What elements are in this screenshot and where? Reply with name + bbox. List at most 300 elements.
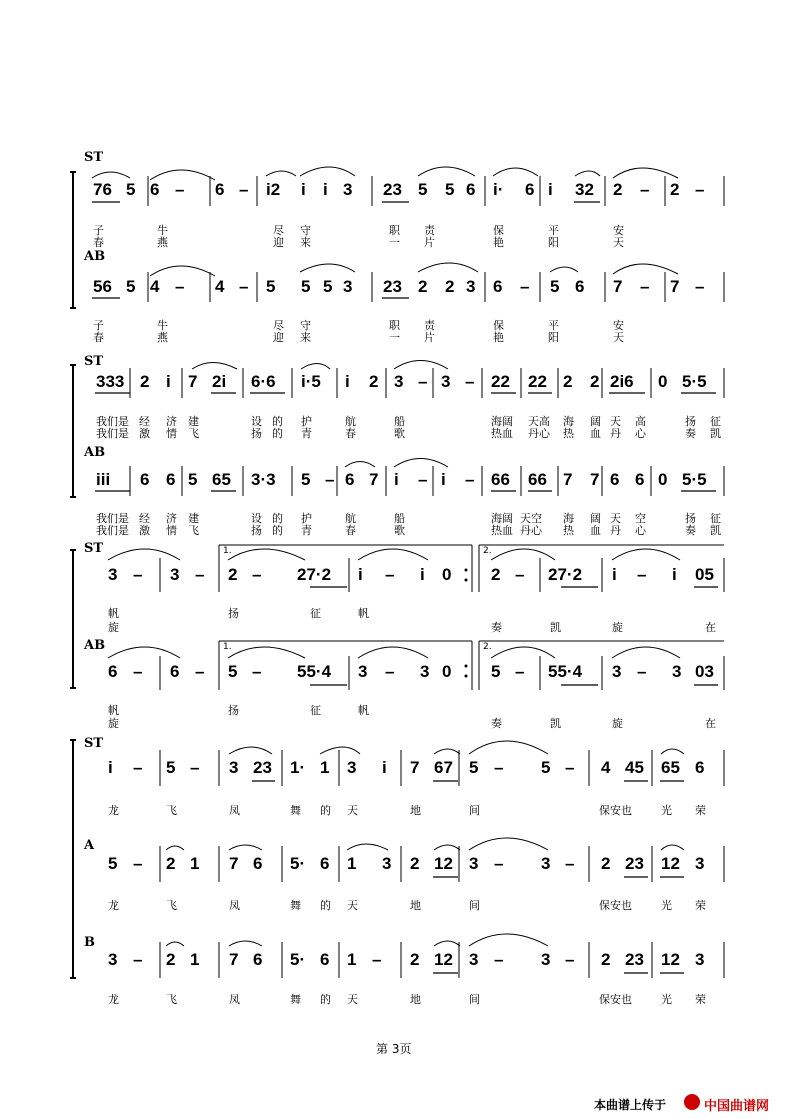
note-ab-notes: 3	[358, 662, 368, 681]
note-ab-notes: 0	[658, 470, 668, 489]
note-st-notes: –	[239, 180, 249, 199]
note-ab-notes: –	[385, 662, 395, 681]
note-a-notes: 2	[601, 854, 611, 873]
lyric-a-lyrics: 间	[469, 899, 480, 912]
note-st-notes: 1	[320, 758, 330, 777]
note-a-notes: –	[133, 854, 143, 873]
note-st-notes: i	[166, 372, 171, 391]
note-ab-notes: 6	[140, 470, 150, 489]
note-b-notes: 2	[410, 950, 420, 969]
note-ab-notes: 56	[93, 277, 112, 296]
note-ab-notes: 6	[170, 662, 180, 681]
lyric-st-lyrics1: 平	[548, 224, 559, 237]
lyric-ab-lyrics2: 青	[301, 524, 312, 537]
lyric-ab-lyrics1: 船	[394, 512, 405, 525]
volta-1-label: 1.	[223, 642, 232, 652]
note-ab-notes: 3	[612, 662, 622, 681]
note-b-notes: 3	[541, 950, 551, 969]
note-st-notes: i	[358, 565, 363, 584]
lyric-ab-lyrics1: 建	[188, 512, 199, 525]
lyric-st-lyrics1: 征	[710, 415, 721, 428]
note-st-notes: 5	[126, 180, 136, 199]
note-a-notes: 12	[661, 854, 680, 873]
lyric-ab-lyrics1: 平	[548, 319, 559, 332]
note-st-notes: 5	[166, 758, 176, 777]
note-a-notes: 12	[434, 854, 453, 873]
note-ab-notes: 03	[695, 662, 714, 681]
note-a-notes: 6	[320, 854, 330, 873]
note-ab-notes: 55·4	[548, 662, 583, 681]
note-b-notes: 12	[434, 950, 453, 969]
lyric-st-lyrics1: 航	[345, 415, 356, 428]
lyric-b-lyrics: 光	[661, 993, 672, 1006]
lyric-ab-lyrics2: 奏	[491, 717, 502, 730]
lyric-ab-lyrics1: 天空	[520, 512, 542, 525]
note-st-notes: 32	[575, 180, 594, 199]
lyric-st-lyrics2: 丹	[610, 427, 621, 440]
note-ab-notes: –	[520, 277, 530, 296]
note-ab-notes: 65	[212, 470, 231, 489]
note-ab-notes: 6	[108, 662, 118, 681]
note-st-notes: –	[418, 372, 428, 391]
note-st-notes: 3	[229, 758, 239, 777]
site-logo-icon	[684, 1094, 700, 1110]
lyric-st-lyrics1: 我们是	[96, 415, 129, 428]
note-st-notes: 6	[466, 180, 476, 199]
volta-2-label: 2.	[483, 546, 492, 556]
lyric-st-lyrics2: 扬	[251, 427, 262, 440]
note-ab-notes: –	[239, 277, 249, 296]
lyric-ab-lyrics1: 征	[710, 512, 721, 525]
lyric-st-lyrics: 保安也	[599, 804, 632, 817]
note-b-notes: 7	[229, 950, 239, 969]
note-b-notes: 3	[108, 950, 118, 969]
note-ab-notes: 7	[613, 277, 623, 296]
lyric-st-lyrics1: 的	[272, 415, 283, 428]
note-b-notes: 6	[320, 950, 330, 969]
note-st-notes: i	[301, 180, 306, 199]
note-st-notes: i	[345, 372, 350, 391]
note-ab-notes: –	[640, 277, 650, 296]
voice-label-a: A	[84, 838, 95, 853]
lyric-ab-lyrics1: 经	[139, 512, 150, 525]
note-ab-notes: –	[195, 662, 205, 681]
note-ab-notes: 6	[635, 470, 645, 489]
lyric-st-lyrics2: 激	[139, 427, 150, 440]
note-st-notes: 333	[96, 372, 125, 391]
note-ab-notes: 5	[188, 470, 198, 489]
note-ab-notes: –	[637, 662, 647, 681]
lyric-ab-lyrics2: 在	[705, 717, 716, 730]
volta-2-label: 2.	[483, 642, 492, 652]
note-st-notes: –	[133, 758, 143, 777]
note-st-notes: i	[672, 565, 677, 584]
note-st-notes: 6	[215, 180, 225, 199]
lyric-ab-lyrics1: 我们是	[96, 512, 129, 525]
voice-label-st: ST	[84, 150, 104, 165]
volta-1-label: 1.	[223, 546, 232, 556]
note-ab-notes: 3	[672, 662, 682, 681]
voice-label-ab: AB	[84, 638, 106, 653]
lyric-b-lyrics: 舞	[290, 993, 301, 1006]
note-st-notes: 2	[369, 372, 379, 391]
note-st-notes: 65	[661, 758, 680, 777]
lyric-st-lyrics2: 飞	[188, 427, 199, 440]
note-st-notes: 5	[445, 180, 455, 199]
lyric-st-lyrics1: 高	[635, 415, 646, 428]
note-st-notes: 5	[469, 758, 479, 777]
lyric-ab-lyrics2: 我们是	[96, 524, 129, 537]
note-st-notes: i	[108, 758, 113, 777]
lyric-st-lyrics2: 迎	[273, 236, 284, 249]
lyric-st-lyrics2: 天	[613, 236, 624, 249]
note-st-notes: 3	[108, 565, 118, 584]
lyric-ab-lyrics2: 歌	[394, 524, 405, 537]
lyric-st-lyrics: 凤	[229, 804, 240, 817]
lyric-st-lyrics: 地	[410, 804, 421, 817]
lyric-st-lyrics1: 子	[93, 224, 104, 237]
note-st-notes: 3	[170, 565, 180, 584]
lyric-ab-lyrics2: 扬	[251, 524, 262, 537]
lyric-st-lyrics: 飞	[166, 804, 177, 817]
lyric-ab-lyrics2: 燕	[157, 331, 168, 344]
note-b-notes: 3	[469, 950, 479, 969]
note-a-notes: –	[565, 854, 575, 873]
lyric-ab-lyrics1: 济	[166, 512, 177, 525]
lyric-st-lyrics: 舞	[290, 804, 301, 817]
lyric-ab-lyrics2: 旋	[108, 717, 119, 730]
note-st-notes: i	[323, 180, 328, 199]
note-st-notes: 3	[394, 372, 404, 391]
lyric-ab-lyrics1: 空	[635, 512, 646, 525]
note-st-notes: 7	[410, 758, 420, 777]
note-ab-notes: 6	[493, 277, 503, 296]
note-ab-notes: i	[394, 470, 399, 489]
note-st-notes: 2i6	[610, 372, 634, 391]
lyric-ab-lyrics1: 海	[563, 512, 574, 525]
lyric-ab-lyrics1: 阔	[590, 512, 601, 525]
note-st-notes: 2	[491, 565, 501, 584]
lyric-ab-lyrics1: 职	[389, 319, 400, 332]
lyric-st-lyrics2: 奏	[491, 621, 502, 634]
lyric-st-lyrics: 天	[347, 804, 358, 817]
note-st-notes: 05	[695, 565, 714, 584]
lyric-st-lyrics1: 责	[424, 224, 435, 237]
lyric-st-lyrics2: 春	[345, 427, 356, 440]
lyric-ab-lyrics2: 艳	[493, 331, 504, 344]
lyric-st-lyrics2: 在	[705, 621, 716, 634]
lyric-ab-lyrics1: 尽	[273, 319, 284, 332]
lyric-st-lyrics2: 血	[590, 427, 601, 440]
note-st-notes: i·5	[301, 372, 321, 391]
note-st-notes: –	[195, 565, 205, 584]
note-b-notes: 1	[190, 950, 200, 969]
lyric-st-lyrics1: 济	[166, 415, 177, 428]
note-st-notes: 23	[253, 758, 272, 777]
lyric-b-lyrics: 间	[469, 993, 480, 1006]
note-a-notes: 3	[382, 854, 392, 873]
voice-label-st: ST	[84, 541, 104, 556]
note-ab-notes: 3	[466, 277, 476, 296]
note-a-notes: 5·	[290, 854, 306, 873]
page-number: 第 3页	[376, 1042, 412, 1056]
note-a-notes: 2	[410, 854, 420, 873]
lyric-ab-lyrics2: 春	[345, 524, 356, 537]
note-ab-notes: 7	[369, 470, 379, 489]
note-st-notes: –	[465, 372, 475, 391]
note-ab-notes: 3	[343, 277, 353, 296]
lyric-ab-lyrics1: 保	[493, 319, 504, 332]
lyric-b-lyrics: 荣	[695, 993, 706, 1006]
note-ab-notes: 66	[491, 470, 510, 489]
note-ab-notes: –	[252, 662, 262, 681]
voice-label-st: ST	[84, 354, 104, 369]
lyric-st-lyrics1: 阔	[590, 415, 601, 428]
note-b-notes: 2	[166, 950, 176, 969]
note-ab-notes: i	[441, 470, 446, 489]
note-ab-notes: 3·3	[251, 470, 276, 489]
note-st-notes: 6·6	[251, 372, 276, 391]
lyric-st-lyrics1: 天高	[528, 415, 550, 428]
lyric-ab-lyrics2: 丹	[610, 524, 621, 537]
note-st-notes: –	[515, 565, 525, 584]
note-ab-notes: –	[175, 277, 185, 296]
lyric-st-lyrics: 光	[661, 804, 672, 817]
note-st-notes: 22	[528, 372, 547, 391]
note-st-notes: 2	[590, 372, 600, 391]
lyric-ab-lyrics2: 春	[93, 331, 104, 344]
lyric-st-lyrics2: 热	[563, 427, 574, 440]
lyric-st-lyrics1: 建	[188, 415, 199, 428]
lyric-st-lyrics2: 燕	[157, 236, 168, 249]
lyric-b-lyrics: 地	[410, 993, 421, 1006]
lyric-st-lyrics1: 职	[389, 224, 400, 237]
lyric-ab-lyrics1: 护	[301, 512, 312, 525]
lyric-st-lyrics1: 扬	[685, 415, 696, 428]
note-st-notes: –	[637, 565, 647, 584]
note-ab-notes: –	[695, 277, 705, 296]
lyric-ab-lyrics2: 天	[613, 331, 624, 344]
note-st-notes: 67	[434, 758, 453, 777]
note-st-notes: –	[565, 758, 575, 777]
note-b-notes: 5·	[290, 950, 306, 969]
note-st-notes: 6	[525, 180, 535, 199]
lyric-st-lyrics2: 情	[166, 427, 177, 440]
lyric-ab-lyrics1: 航	[345, 512, 356, 525]
lyric-st-lyrics2: 来	[300, 236, 311, 249]
note-b-notes: –	[372, 950, 382, 969]
note-st-notes: –	[494, 758, 504, 777]
note-st-notes: 2	[140, 372, 150, 391]
lyric-b-lyrics: 龙	[108, 993, 119, 1006]
note-ab-notes: 5	[301, 277, 311, 296]
note-ab-notes: 4	[215, 277, 225, 296]
note-ab-notes: 7	[563, 470, 573, 489]
note-a-notes: –	[494, 854, 504, 873]
note-ab-notes: –	[465, 470, 475, 489]
note-st-notes: 3	[343, 180, 353, 199]
note-ab-notes: 23	[383, 277, 402, 296]
lyric-ab-lyrics2: 飞	[188, 524, 199, 537]
note-a-notes: 3	[695, 854, 705, 873]
note-st-notes: 7	[188, 372, 198, 391]
note-ab-notes: 5	[301, 470, 311, 489]
note-st-notes: i	[382, 758, 387, 777]
lyric-a-lyrics: 光	[661, 899, 672, 912]
lyric-st-lyrics1: 帆	[108, 607, 119, 620]
note-ab-notes: 5	[323, 277, 333, 296]
lyric-st-lyrics1: 扬	[228, 607, 239, 620]
lyric-st-lyrics1: 征	[310, 607, 321, 620]
note-st-notes: 2i	[212, 372, 227, 391]
lyric-a-lyrics: 地	[410, 899, 421, 912]
lyric-st-lyrics2: 心	[635, 427, 646, 440]
lyric-a-lyrics: 的	[320, 899, 331, 912]
note-st-notes: 3	[441, 372, 451, 391]
lyric-b-lyrics: 天	[347, 993, 358, 1006]
lyric-st-lyrics: 荣	[695, 804, 706, 817]
note-ab-notes: 7	[670, 277, 680, 296]
note-a-notes: 1	[347, 854, 357, 873]
lyric-st-lyrics1: 保	[493, 224, 504, 237]
lyric-st-lyrics1: 护	[301, 415, 312, 428]
lyric-ab-lyrics1: 海阔	[491, 512, 513, 525]
note-ab-notes: 4	[150, 277, 160, 296]
lyric-st-lyrics1: 船	[394, 415, 405, 428]
lyric-ab-lyrics2: 心	[635, 524, 646, 537]
note-b-notes: 2	[601, 950, 611, 969]
note-st-notes: i	[612, 565, 617, 584]
note-ab-notes: 6	[575, 277, 585, 296]
lyric-st-lyrics1: 经	[139, 415, 150, 428]
note-st-notes: i·	[493, 180, 504, 199]
lyric-st-lyrics2: 丹心	[528, 427, 550, 440]
lyric-a-lyrics: 凤	[229, 899, 240, 912]
note-a-notes: 1	[190, 854, 200, 873]
note-st-notes: i2	[266, 180, 281, 199]
voice-label-b: B	[84, 935, 95, 950]
lyric-st-lyrics2: 奏	[685, 427, 696, 440]
note-ab-notes: iii	[96, 470, 111, 489]
lyric-b-lyrics: 保安也	[599, 993, 632, 1006]
lyric-a-lyrics: 龙	[108, 899, 119, 912]
lyric-ab-lyrics2: 奏	[685, 524, 696, 537]
note-ab-notes: –	[325, 470, 335, 489]
lyric-ab-lyrics2: 凯	[550, 717, 561, 730]
note-st-notes: 4	[601, 758, 611, 777]
note-ab-notes: –	[515, 662, 525, 681]
note-b-notes: 12	[661, 950, 680, 969]
lyric-ab-lyrics2: 来	[300, 331, 311, 344]
note-ab-notes: 0	[442, 662, 452, 681]
lyric-st-lyrics2: 一	[389, 236, 400, 249]
voice-label-ab: AB	[84, 445, 106, 460]
note-ab-notes: 5	[266, 277, 276, 296]
note-ab-notes: 5	[550, 277, 560, 296]
note-b-notes: 1	[347, 950, 357, 969]
lyric-ab-lyrics1: 帆	[108, 704, 119, 717]
lyric-st-lyrics2: 凯	[710, 427, 721, 440]
lyric-ab-lyrics2: 血	[590, 524, 601, 537]
lyric-a-lyrics: 保安也	[599, 899, 632, 912]
lyric-st-lyrics: 龙	[108, 804, 119, 817]
note-a-notes: 5	[108, 854, 118, 873]
note-ab-notes: 6	[166, 470, 176, 489]
note-a-notes: 2	[166, 854, 176, 873]
lyric-st-lyrics1: 尽	[273, 224, 284, 237]
lyric-st-lyrics2: 我们是	[96, 427, 129, 440]
note-a-notes: 3	[541, 854, 551, 873]
note-b-notes: 23	[625, 950, 644, 969]
lyric-st-lyrics1: 天	[610, 415, 621, 428]
note-ab-notes: 5	[491, 662, 501, 681]
note-st-notes: –	[640, 180, 650, 199]
note-st-notes: 5	[541, 758, 551, 777]
lyric-a-lyrics: 舞	[290, 899, 301, 912]
lyric-st-lyrics: 的	[320, 804, 331, 817]
lyric-ab-lyrics1: 守	[300, 319, 311, 332]
note-st-notes: 45	[625, 758, 644, 777]
lyric-ab-lyrics1: 帆	[358, 704, 369, 717]
lyric-st-lyrics2: 旋	[108, 621, 119, 634]
note-st-notes: 5·5	[682, 372, 707, 391]
lyric-ab-lyrics2: 凯	[710, 524, 721, 537]
lyric-ab-lyrics2: 迎	[273, 331, 284, 344]
site-name: 中国曲谱网	[704, 1099, 770, 1114]
lyric-st-lyrics: 间	[469, 804, 480, 817]
lyric-st-lyrics2: 艳	[493, 236, 504, 249]
note-ab-notes: 5	[126, 277, 136, 296]
note-st-notes: 2	[228, 565, 238, 584]
note-b-notes: –	[133, 950, 143, 969]
lyric-b-lyrics: 飞	[166, 993, 177, 1006]
lyric-a-lyrics: 飞	[166, 899, 177, 912]
lyric-ab-lyrics2: 激	[139, 524, 150, 537]
lyric-ab-lyrics2: 情	[166, 524, 177, 537]
lyric-st-lyrics2: 凯	[550, 621, 561, 634]
note-ab-notes: 7	[590, 470, 600, 489]
note-ab-notes: –	[133, 662, 143, 681]
lyric-ab-lyrics1: 责	[424, 319, 435, 332]
lyric-ab-lyrics1: 安	[613, 319, 624, 332]
lyric-ab-lyrics2: 的	[272, 524, 283, 537]
lyric-ab-lyrics2: 丹心	[520, 524, 542, 537]
lyric-a-lyrics: 荣	[695, 899, 706, 912]
note-st-notes: 0	[658, 372, 668, 391]
note-st-notes: 23	[383, 180, 402, 199]
note-st-notes: –	[252, 565, 262, 584]
note-st-notes: 2	[670, 180, 680, 199]
note-st-notes: –	[133, 565, 143, 584]
upload-notice: 本曲谱上传于	[594, 1098, 667, 1112]
lyric-ab-lyrics1: 扬	[228, 704, 239, 717]
lyric-ab-lyrics2: 片	[424, 331, 435, 344]
note-st-notes: –	[175, 180, 185, 199]
lyric-st-lyrics2: 旋	[612, 621, 623, 634]
note-ab-notes: 5	[228, 662, 238, 681]
note-ab-notes: 66	[528, 470, 547, 489]
note-a-notes: 6	[253, 854, 263, 873]
note-st-notes: 27·2	[548, 565, 583, 584]
note-st-notes: 5	[418, 180, 428, 199]
lyric-ab-lyrics2: 热	[563, 524, 574, 537]
lyric-st-lyrics2: 热血	[491, 427, 513, 440]
lyric-st-lyrics2: 青	[301, 427, 312, 440]
note-st-notes: 2	[613, 180, 623, 199]
note-st-notes: –	[695, 180, 705, 199]
note-st-notes: –	[190, 758, 200, 777]
lyric-st-lyrics2: 歌	[394, 427, 405, 440]
